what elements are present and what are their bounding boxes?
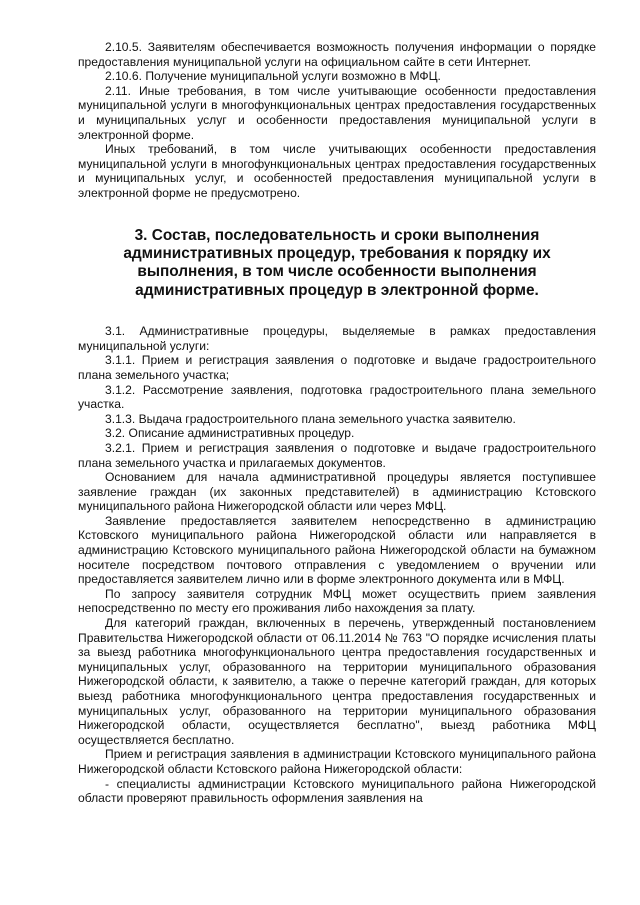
paragraph-mfc-request: По запросу заявителя сотрудник МФЦ может осуществить прием заявления непосредственно по месту его проживания либо нахождения за плату. [78,586,596,616]
paragraph-basis: Основанием для начала административной процедуры является поступившее заявление граждан (их законных представителей) в администрацию Кстовского муниципального района Нижегородской области или через МФЦ. [78,470,596,514]
paragraph-2-11: 2.11. Иные требования, в том числе учитывающие особенности предоставления муниципальной услуги в многофункциональных центрах предоставления государственных и муниципальных услуг и особенности предоставления муниципальной услуги в электронной форме. [78,83,596,142]
paragraph-reception-registration: Прием и регистрация заявления в администрации Кстовского муниципального района Нижегородской области Кстовского района Нижегородской области: [78,747,596,776]
paragraph-2-10-6: 2.10.6. Получение муниципальной услуги возможно в МФЦ. [105,69,441,84]
paragraph-3-1-1: 3.1.1. Прием и регистрация заявления о подготовке и выдаче градостроительного плана земельного участка; [78,353,596,382]
paragraph-3-2-1: 3.2.1. Прием и регистрация заявления о подготовке и выдаче градостроительного плана земельного участка и прилагаемых документов. [78,440,596,470]
paragraph-application-submission: Заявление предоставляется заявителем непосредственно в администрацию Кстовского муниципального района Нижегородской области или направляется в администрацию Кстовского муниципального района Нижегородской области на бумажном носителе посредством почтового отправления с уведомлением о вручении или предоставляется заявителем лично или в форме электронного документа или в МФЦ. [78,513,596,587]
paragraph-3-1: 3.1. Административные процедуры, выделяемые в рамках предоставления муниципальной услуги: [78,324,596,353]
paragraph-2-10-5: 2.10.5. Заявителям обеспечивается возможность получения информации о порядке предоставления муниципальной услуги на официальном сайте в сети Интернет. [78,40,596,69]
paragraph-categories: Для категорий граждан, включенных в перечень, утвержденный постановлением Правительства Нижегородской области от 06.11.2014 № 763 "О порядке исчисления платы за выезд работника многофункционального центра предоставления государственных и муниципальных услуг, образованного на территории муниципального образования Нижегородской области, к заявителю, а также о перечне категорий граждан, для которых выезд работника многофункционального центра предоставления государственных и муниципальных услуг, образованного на территории муниципального образования Нижегородской области, осуществляется бесплатно", выезд работника МФЦ осуществляется бесплатно. [78,616,596,747]
section-3-heading: 3. Состав, последовательность и сроки выполнения административных процедур, требования к порядку их выполнения, в том числе особенности выполнения административных процедур в электронной форме. [123,226,551,299]
paragraph-3-2: 3.2. Описание административных процедур. [105,426,355,441]
document-page [78,40,596,806]
paragraph-3-1-3: 3.1.3. Выдача градостроительного плана земельного участка заявителю. [105,411,516,426]
paragraph-3-1-2: 3.1.2. Рассмотрение заявления, подготовка градостроительного плана земельного участка. [78,382,596,412]
paragraph-no-other-requirements: Иных требований, в том числе учитывающих особенности предоставления муниципальной услуги в многофункциональных центрах предоставления государственных и муниципальных услуг, и особенностей предоставления муниципальной услуги в электронной форме не предусмотрено. [78,142,596,200]
paragraph-specialists: - специалисты администрации Кстовского муниципального района Нижегородской области проверяют правильность оформления заявления на [78,776,596,806]
